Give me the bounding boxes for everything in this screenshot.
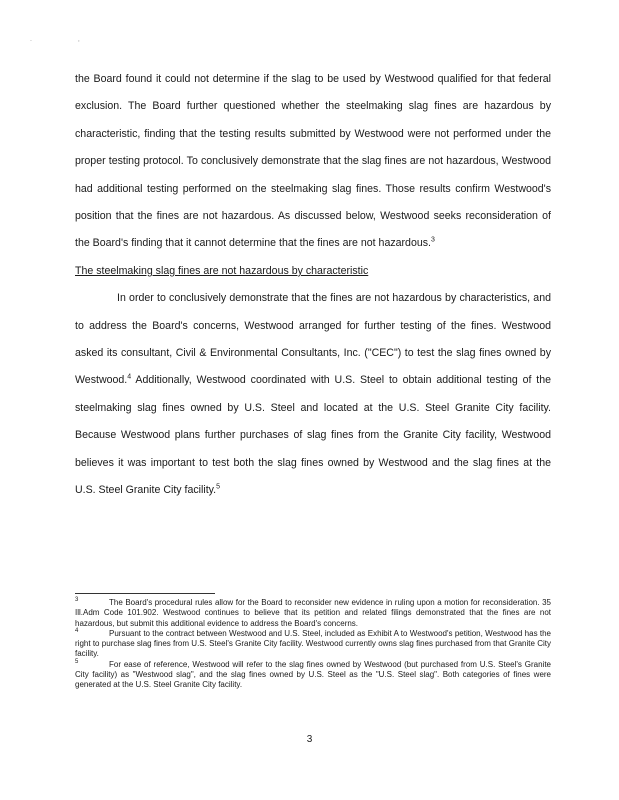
footnote-ref-3: 3 — [430, 236, 435, 244]
paragraph-2-part-1: In order to conclusively demonstrate that the fines are not hazardous by characteristics, and to address the Board's concerns, Westwood arranged for further testing of the fines. Westwood asked its consultant, Civil & Environmental Consultants, Inc. ("CEC") to test the slag fines owned by Westwood. — [75, 292, 551, 387]
footnote-text: Pursuant to the contract between Westwood and U.S. Steel, included as Exhibit A to Westwood's petition, Westwood has the right to purchase slag fines from U.S. Steel's Granite City facility. Westwood currently owns slag fines purchased from that Granite City facility. — [75, 628, 551, 659]
footnote-ref-5: 5 — [216, 483, 221, 491]
footnote-separator — [75, 593, 215, 594]
footnote-4: 4 Pursuant to the contract between Westwood and U.S. Steel, included as Exhibit A to Westwood's petition, Westwood has the right to purchase slag fines from U.S. Steel's Granite City facility. Westwood currently owns slag fines purchased from that Granite City facility. — [75, 628, 551, 659]
paragraph-2 — [75, 285, 551, 504]
paragraph-2-part-2: Additionally, Westwood coordinated with U.S. Steel to obtain additional testing of the steelmaking slag fines owned by U.S. Steel and located at the U.S. Steel Granite City facility. Because Westwood plans further purchases of slag fines from the Granite City facility, Westwood believes it was important to test both the slag fines owned by Westwood and the slag fines at the U.S. Steel Granite City facility. — [75, 374, 551, 497]
body-text — [75, 66, 551, 505]
footnotes — [75, 598, 551, 691]
paragraph-continuation — [75, 66, 551, 258]
footnote-3: 3 The Board's procedural rules allow for the Board to reconsider new evidence in ruling upon a motion for reconsideration. 35 Ill.Adm Code 101.902. Westwood continues to believe that its petition and related filings demonstrated that the fines are not hazardous, but submit this additional evidence to address the Board's concerns. — [75, 597, 551, 628]
footnote-text: The Board's procedural rules allow for the Board to reconsider new evidence in ruling upon a motion for reconsideration. 35 Ill.Adm Code 101.902. Westwood continues to believe that its petition and related filings demonstrated that the fines are not hazardous, but submit this additional evidence to address the Board's concerns. — [75, 598, 551, 628]
section-heading: The steelmaking slag fines are not hazardous by characteristic — [75, 264, 369, 277]
scan-specks: . , — [30, 36, 102, 43]
footnote-text: For ease of reference, Westwood will refer to the slag fines owned by Westwood (but purchased from U.S. Steel's Granite City facility) as "Westwood slag", and the slag fines owned by U.S. Steel as the "U.S. Steel slag". Both categories of fines were generated at the U.S. Steel Granite City facility. — [75, 659, 551, 690]
paragraph-1-text: the Board found it could not determine if the slag to be used by Westwood qualified for that federal exclusion. The Board further questioned whether the steelmaking slag fines are hazardous by characteristic, finding that the testing results submitted by Westwood were not performed under the proper testing protocol. To conclusively demonstrate that the slag fines are not hazardous, Westwood had additional testing performed on the steelmaking slag fines. Those results confirm Westwood's position that the fines are not hazardous. As discussed below, Westwood seeks reconsideration of the Board's finding that it cannot determine that the fines are not hazardous. — [75, 73, 551, 250]
footnote-5: 5 For ease of reference, Westwood will refer to the slag fines owned by Westwood (but purchased from U.S. Steel's Granite City facility) as "Westwood slag", and the slag fines owned by U.S. Steel as the "U.S. Steel slag". Both categories of fines were generated at the U.S. Steel Granite City facility. — [75, 659, 551, 690]
footnote-ref-4: 4 — [127, 373, 132, 381]
page-number: 3 — [306, 734, 313, 745]
